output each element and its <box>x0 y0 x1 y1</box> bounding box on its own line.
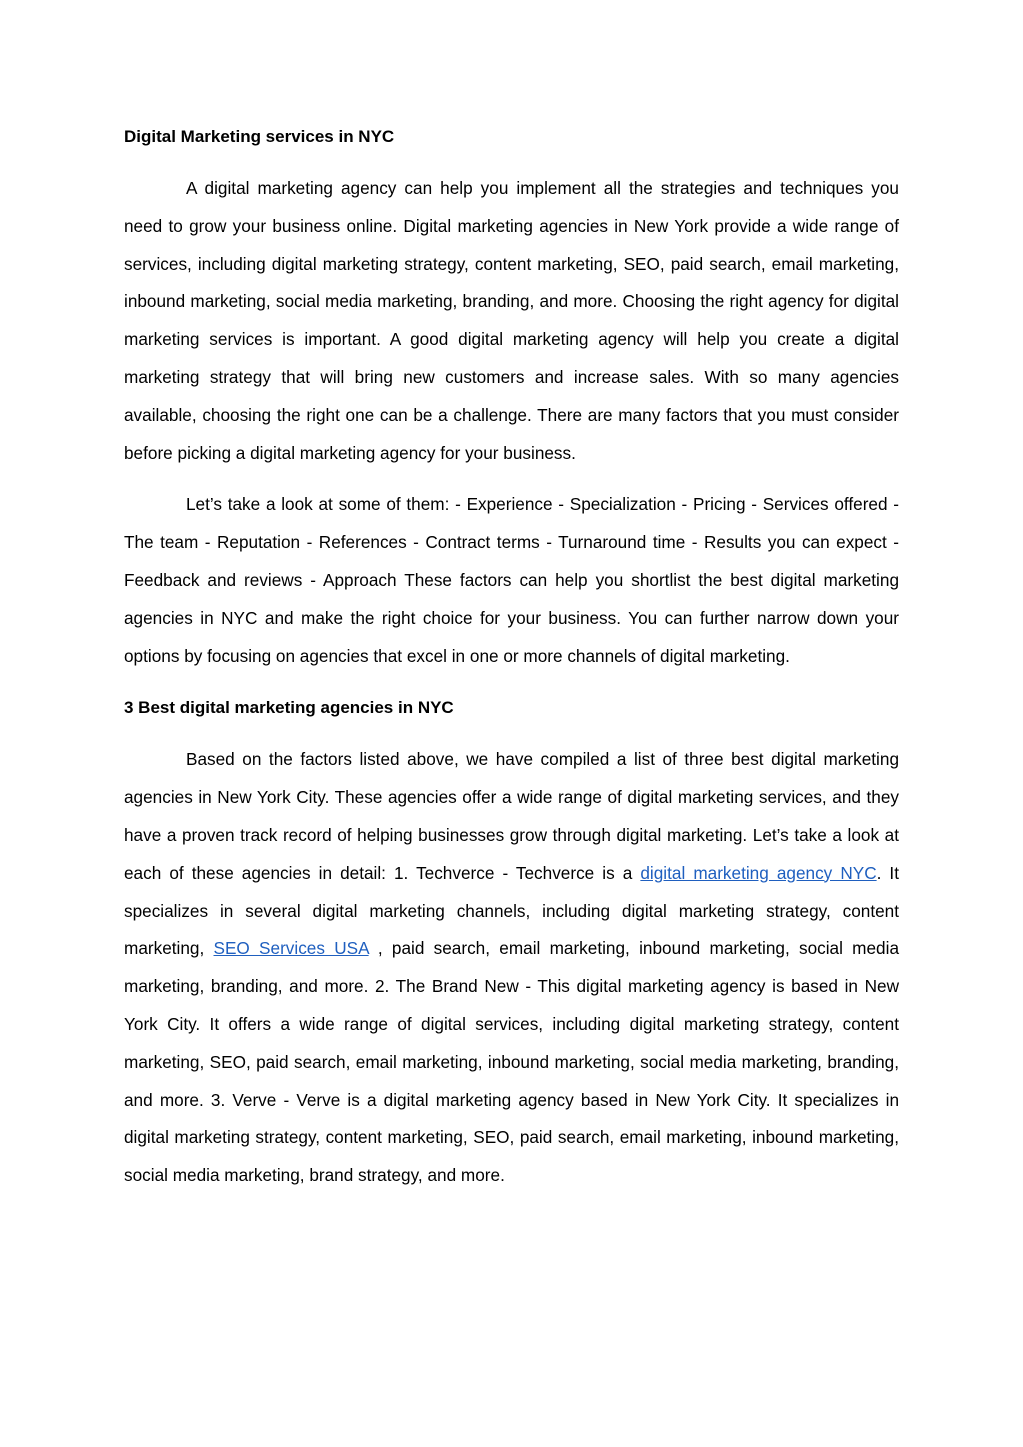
section-heading-best-agencies: 3 Best digital marketing agencies in NYC <box>124 698 454 718</box>
section-heading-services: Digital Marketing services in NYC <box>124 127 395 146</box>
link-digital-marketing-agency-nyc[interactable]: digital marketing agency NYC <box>640 862 877 883</box>
paragraph-factors: Let’s take a look at some of them: - Experience - Specialization - Pricing - Services offered - The team - Reputation - References - Contract terms - Turnaround time - Results you can expect - Feedback and reviews - Approach These factors can help you shortlist the best digital marketing agencies in NYC and make the right choice for your business. You can further narrow down your options by focusing on agencies that excel in one or more channels of digital marketing. <box>124 494 899 666</box>
paragraph-agencies-text-3: , paid search, email marketing, inbound marketing, social media marketing, branding, and more. 2. The Brand New - This digital marketing agency is based in New York City. It offers a wide range of digital services, including digital marketing strategy, content marketing, SEO, paid search, email marketing, inbound marketing, social media marketing, branding, and more. 3. Verve - Verve is a digital marketing agency based in New York City. It specializes in digital marketing strategy, content marketing, SEO, paid search, email marketing, inbound marketing, social media marketing, brand strategy, and more. <box>124 938 899 1186</box>
link-seo-services-usa[interactable]: SEO Services USA <box>213 938 369 959</box>
paragraph-agencies-text-2: . It specializes in several digital marketing channels, including digital marketing strategy, content marketing, <box>124 862 899 959</box>
paragraph-intro: A digital marketing agency can help you implement all the strategies and techniques you need to grow your business online. Digital marketing agencies in New York provide a wide range of services, including digital marketing strategy, content marketing, SEO, paid search, email marketing, inbound marketing, social media marketing, branding, and more. Choosing the right agency for digital marketing services is important. A good digital marketing agency will help you create a digital marketing strategy that will bring new customers and increase sales. With so many agencies available, choosing the right one can be a challenge. There are many factors that you must consider before picking a digital marketing agency for your business. <box>124 178 899 463</box>
document-page <box>124 118 899 1195</box>
paragraph-agencies-text-1: Based on the factors listed above, we have compiled a list of three best digital marketing agencies in New York City. These agencies offer a wide range of digital marketing services, and they have a proven track record of helping businesses grow through digital marketing. Let’s take a look at each of these agencies in detail: 1. Techverce - Techverce is a <box>124 749 899 883</box>
paragraph-agencies <box>124 741 899 1195</box>
